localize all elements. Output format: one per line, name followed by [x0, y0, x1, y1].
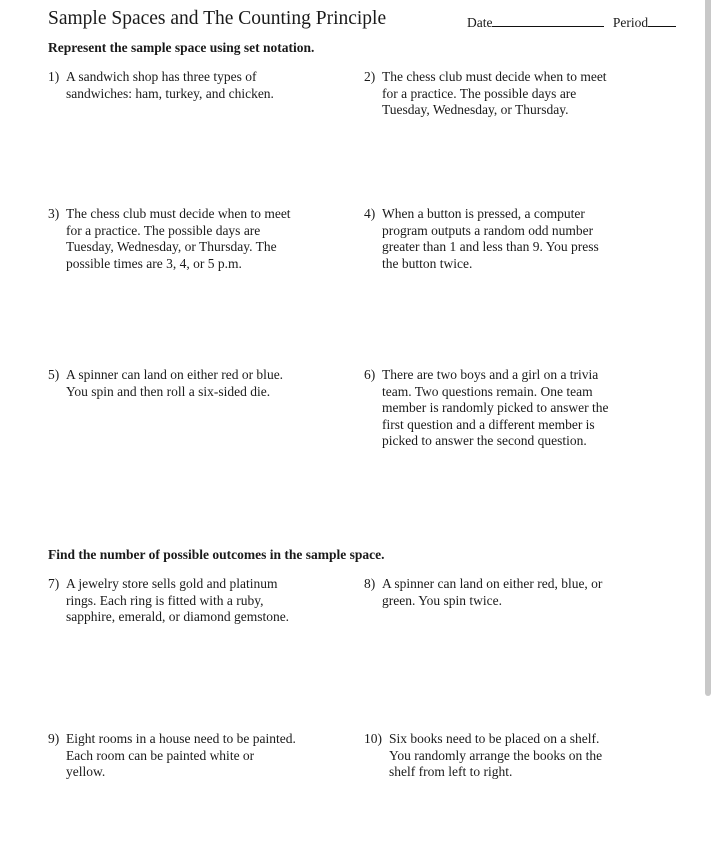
problem-text [66, 69, 274, 102]
problem-text [389, 731, 602, 781]
problem-text-line: The chess club must decide when to meet [382, 69, 607, 84]
problem-text [66, 206, 291, 272]
problem-text-line: shelf from left to right. [389, 764, 513, 779]
problem-text-line: Eight rooms in a house need to be painted. [66, 731, 296, 746]
problem-text-line: for a practice. The possible days are [66, 222, 261, 238]
problem-text-line: Six books need to be placed on a shelf. [389, 731, 600, 746]
problem-text-line: When a button is pressed, a computer [382, 206, 585, 221]
worksheet-title: Sample Spaces and The Counting Principle [48, 8, 387, 29]
problem-text [66, 367, 283, 400]
problem-text-line: rings. Each ring is fitted with a ruby, [66, 592, 264, 608]
period-blank[interactable] [648, 14, 676, 27]
problem-text-line: A spinner can land on either red, blue, or [382, 576, 603, 591]
problem-text-line: Tuesday, Wednesday, or Thursday. [382, 102, 569, 117]
problem-number: 3) [48, 206, 60, 221]
problem-text [382, 206, 599, 272]
date-label: Date [467, 15, 493, 30]
date-blank[interactable] [492, 14, 604, 27]
problem-number: 2) [364, 69, 376, 84]
problem-number: 1) [48, 69, 60, 84]
problem-text-line: first question and a different member is [382, 416, 595, 432]
problem-text-line: yellow. [66, 764, 106, 779]
problem-text-line: You spin and then roll a six-sided die. [66, 383, 271, 399]
problem-text-line: picked to answer the second question. [382, 433, 587, 448]
problem-text-line: A spinner can land on either red or blue. [66, 367, 284, 382]
problem-text-line: Tuesday, Wednesday, or Thursday. The [66, 239, 277, 254]
problem-text-line: greater than 1 and less than 9. You press [382, 239, 599, 254]
problem-text-line: There are two boys and a girl on a trivia [382, 367, 599, 382]
section-instruction: Represent the sample space using set notation. [48, 40, 315, 55]
problem-text-line: A jewelry store sells gold and platinum [66, 576, 278, 591]
problem-text-line: member is randomly picked to answer the [382, 400, 609, 415]
problem-text [66, 576, 289, 626]
problem-text-line: for a practice. The possible days are [382, 85, 577, 101]
problem-text [66, 731, 296, 781]
problem-number: 7) [48, 576, 60, 591]
scrollbar[interactable] [705, 0, 711, 696]
problem-text-line: program outputs a random odd number [382, 222, 594, 238]
problem-text-line: team. Two questions remain. One team [382, 383, 593, 399]
period-label: Period [612, 15, 649, 30]
problem-number: 6) [364, 367, 376, 382]
problem-text-line: sapphire, emerald, or diamond gemstone. [66, 609, 290, 624]
problem-text [382, 367, 608, 450]
problem-text-line: You randomly arrange the books on the [389, 747, 603, 763]
problem-text-line: the button twice. [382, 255, 473, 271]
problem-number: 8) [364, 576, 376, 591]
problem-number: 4) [364, 206, 376, 221]
problem-text-line: sandwiches: ham, turkey, and chicken. [66, 85, 274, 101]
problem-text-line: possible times are 3, 4, or 5 p.m. [66, 255, 242, 271]
problem-text-line: Each room can be painted white or [66, 747, 255, 763]
problem-text-line: green. You spin twice. [382, 592, 502, 608]
problem-text-line: The chess club must decide when to meet [66, 206, 291, 221]
problem-text [382, 69, 607, 119]
problem-number: 10) [364, 731, 382, 746]
date-period-fields [467, 14, 676, 31]
problem-text-line: A sandwich shop has three types of [66, 69, 257, 84]
problem-number: 9) [48, 731, 60, 746]
problem-number: 5) [48, 367, 60, 382]
section-instruction: Find the number of possible outcomes in the sample space. [48, 547, 385, 562]
problem-text [382, 576, 602, 609]
